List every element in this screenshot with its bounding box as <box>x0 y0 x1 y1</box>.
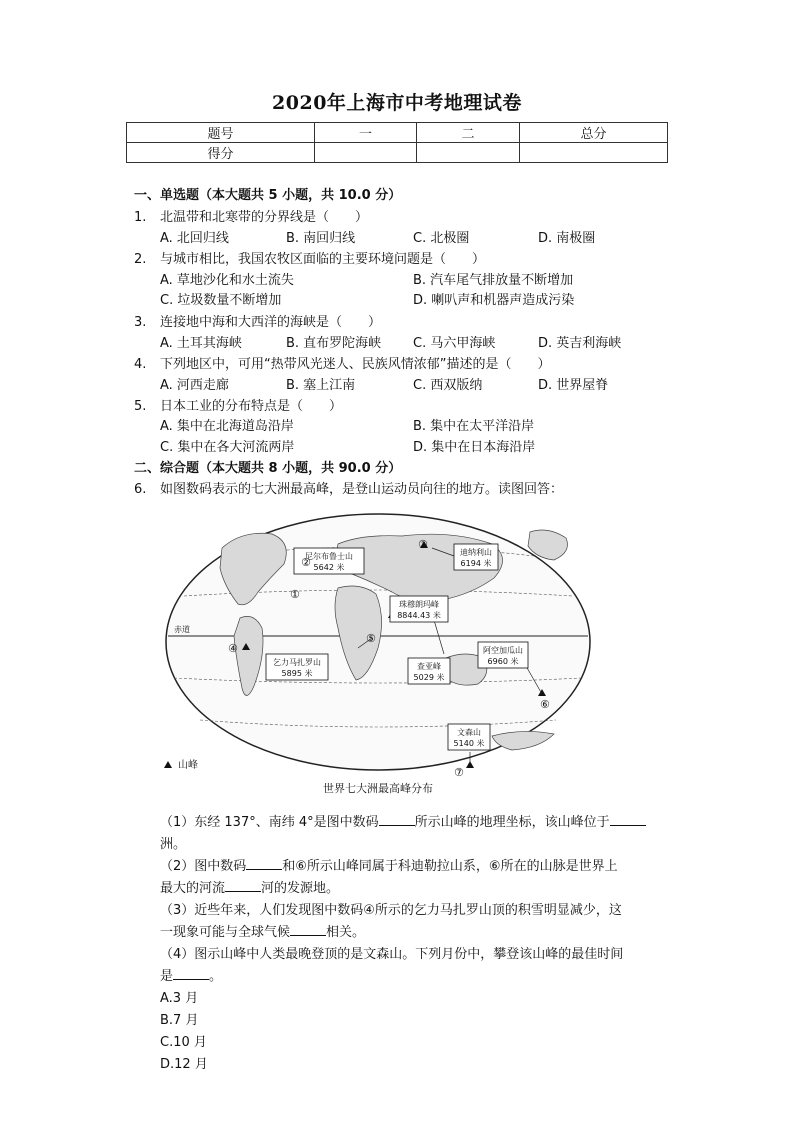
question-stem: 如图数码表示的七大洲最高峰，是登山运动员向往的地方。读图回答： <box>160 482 564 497</box>
score-cell <box>520 143 668 163</box>
score-cell <box>315 143 417 163</box>
peak-number: ⑤ <box>366 632 376 645</box>
peak-height: 6194 米 <box>460 559 492 568</box>
score-header-cell: 二 <box>417 123 520 143</box>
question-stem: 下列地区中，可用“热带风光迷人、民族风情浓郁”描述的是（ ） <box>160 357 551 372</box>
sub-question-1: （1）东经 137°、南纬 4°是图中数码 所示山峰的地理坐标，该山峰位于 洲。 <box>160 812 665 856</box>
option: D. 集中在日本海沿岸 <box>413 440 536 455</box>
option: A. 集中在北海道岛沿岸 <box>160 419 294 434</box>
peak-height: 5140 米 <box>453 739 485 748</box>
question-number: 5. <box>134 399 147 414</box>
score-header-cell: 题号 <box>127 123 315 143</box>
option: D. 英吉利海峡 <box>538 336 622 351</box>
option: B. 南回归线 <box>286 231 356 246</box>
option: C. 集中在各大河流两岸 <box>160 440 295 455</box>
peak-height: 5029 米 <box>413 673 445 682</box>
answer-blank[interactable] <box>379 813 415 826</box>
question-number: 6. <box>134 482 147 497</box>
peak-number: ④ <box>228 642 238 655</box>
question-number: 3. <box>134 315 147 330</box>
answer-blank[interactable] <box>246 857 282 870</box>
score-row-label: 得分 <box>127 143 315 163</box>
peak-name: 查亚峰 <box>417 662 441 671</box>
page-title: 2020年上海市中考地理试卷 <box>272 92 522 114</box>
score-table-header-row <box>127 123 668 143</box>
option: B. 汽车尾气排放量不断增加 <box>413 273 574 288</box>
peak-name: 迪纳利山 <box>460 548 492 557</box>
peak-name: 尼尔布鲁士山 <box>305 552 353 561</box>
score-cell <box>417 143 520 163</box>
option: D. 喇叭声和机器声造成污染 <box>413 293 575 308</box>
option: A. 草地沙化和水土流失 <box>160 273 294 288</box>
sub-question-2: （2）图中数码 和⑥所示山峰同属于科迪勒拉山系，⑥所在的山脉是世界上 最大的河流 河的发源地。 <box>160 859 618 896</box>
option: C. 马六甲海峡 <box>413 336 496 351</box>
legend-mountain-icon <box>164 761 172 768</box>
option: B. 集中在太平洋沿岸 <box>413 419 535 434</box>
choice: B.7 月 <box>160 1013 199 1028</box>
legend-label: 山峰 <box>178 760 198 771</box>
score-header-cell: 总分 <box>520 123 668 143</box>
answer-blank[interactable] <box>225 879 261 892</box>
sub-question-4: （4）图示山峰中人类最晚登顶的是文森山。下列月份中，攀登该山峰的最佳时间 是 。 <box>160 947 624 984</box>
peak-height: 5642 米 <box>313 563 345 572</box>
choice: D.12 月 <box>160 1057 208 1072</box>
antarctica <box>492 731 554 750</box>
question-stem: 日本工业的分布特点是（ ） <box>160 399 343 414</box>
answer-blank[interactable] <box>610 813 646 826</box>
option: A. 河西走廊 <box>160 378 229 393</box>
option: C. 北极圈 <box>413 231 470 246</box>
answer-blank[interactable] <box>290 923 326 936</box>
question-stem: 与城市相比，我国农牧区面临的主要环境问题是（ ） <box>160 252 486 267</box>
option: A. 土耳其海峡 <box>160 336 242 351</box>
score-header-cell: 一 <box>315 123 417 143</box>
peak-name: 珠穆朗玛峰 <box>399 600 439 609</box>
option: C. 垃圾数量不断增加 <box>160 293 282 308</box>
score-table-row <box>127 143 668 163</box>
peak-label-3 <box>390 596 448 622</box>
peak-label-4 <box>266 654 328 680</box>
peak-number: ② <box>301 556 311 569</box>
question-number: 2. <box>134 252 147 267</box>
choice: A.3 月 <box>160 991 199 1006</box>
section-heading: 二、综合题（本大题共 8 小题，共 90.0 分） <box>134 461 402 476</box>
peak-number: ⑥ <box>540 698 550 711</box>
peak-label-2 <box>454 544 498 570</box>
equator-label: 赤道 <box>174 625 190 634</box>
choice: C.10 月 <box>160 1035 207 1050</box>
score-table <box>126 122 668 163</box>
choice-list <box>160 988 665 1076</box>
option: A. 北回归线 <box>160 231 229 246</box>
map-caption: 世界七大洲最高峰分布 <box>323 782 433 795</box>
section-heading: 一、单选题（本大题共 5 小题，共 10.0 分） <box>134 188 402 203</box>
answer-blank[interactable] <box>173 967 209 980</box>
question-number: 4. <box>134 357 147 372</box>
peak-label-5 <box>408 658 450 684</box>
world-peaks-map <box>162 508 594 800</box>
sub-question-3: （3）近些年来，人们发现图中数码④所示的乞力马扎罗山顶的积雪明显减少，这 一现象可能与全球气候 相关。 <box>160 903 622 940</box>
peak-label-6 <box>478 642 528 668</box>
option: D. 世界屋脊 <box>538 378 609 393</box>
question-number: 1. <box>134 210 147 225</box>
peak-height: 8844.43 米 <box>397 611 441 620</box>
question-stem: 连接地中海和大西洋的海峡是（ ） <box>160 315 382 330</box>
peak-number: ① <box>290 588 300 601</box>
peak-number: ⑦ <box>454 766 464 779</box>
question-stem: 北温带和北寒带的分界线是（ ） <box>160 210 369 225</box>
option: B. 直布罗陀海峡 <box>286 336 382 351</box>
option: B. 塞上江南 <box>286 378 356 393</box>
peak-height: 5895 米 <box>281 669 313 678</box>
peak-height: 6960 米 <box>487 657 519 666</box>
peak-number: ③ <box>418 538 428 551</box>
option: D. 南极圈 <box>538 231 596 246</box>
peak-label-7 <box>448 724 490 750</box>
peak-name: 阿空加瓜山 <box>483 646 523 655</box>
peak-name: 乞力马扎罗山 <box>273 658 321 667</box>
option: C. 西双版纳 <box>413 378 483 393</box>
peak-name: 文森山 <box>457 728 481 737</box>
